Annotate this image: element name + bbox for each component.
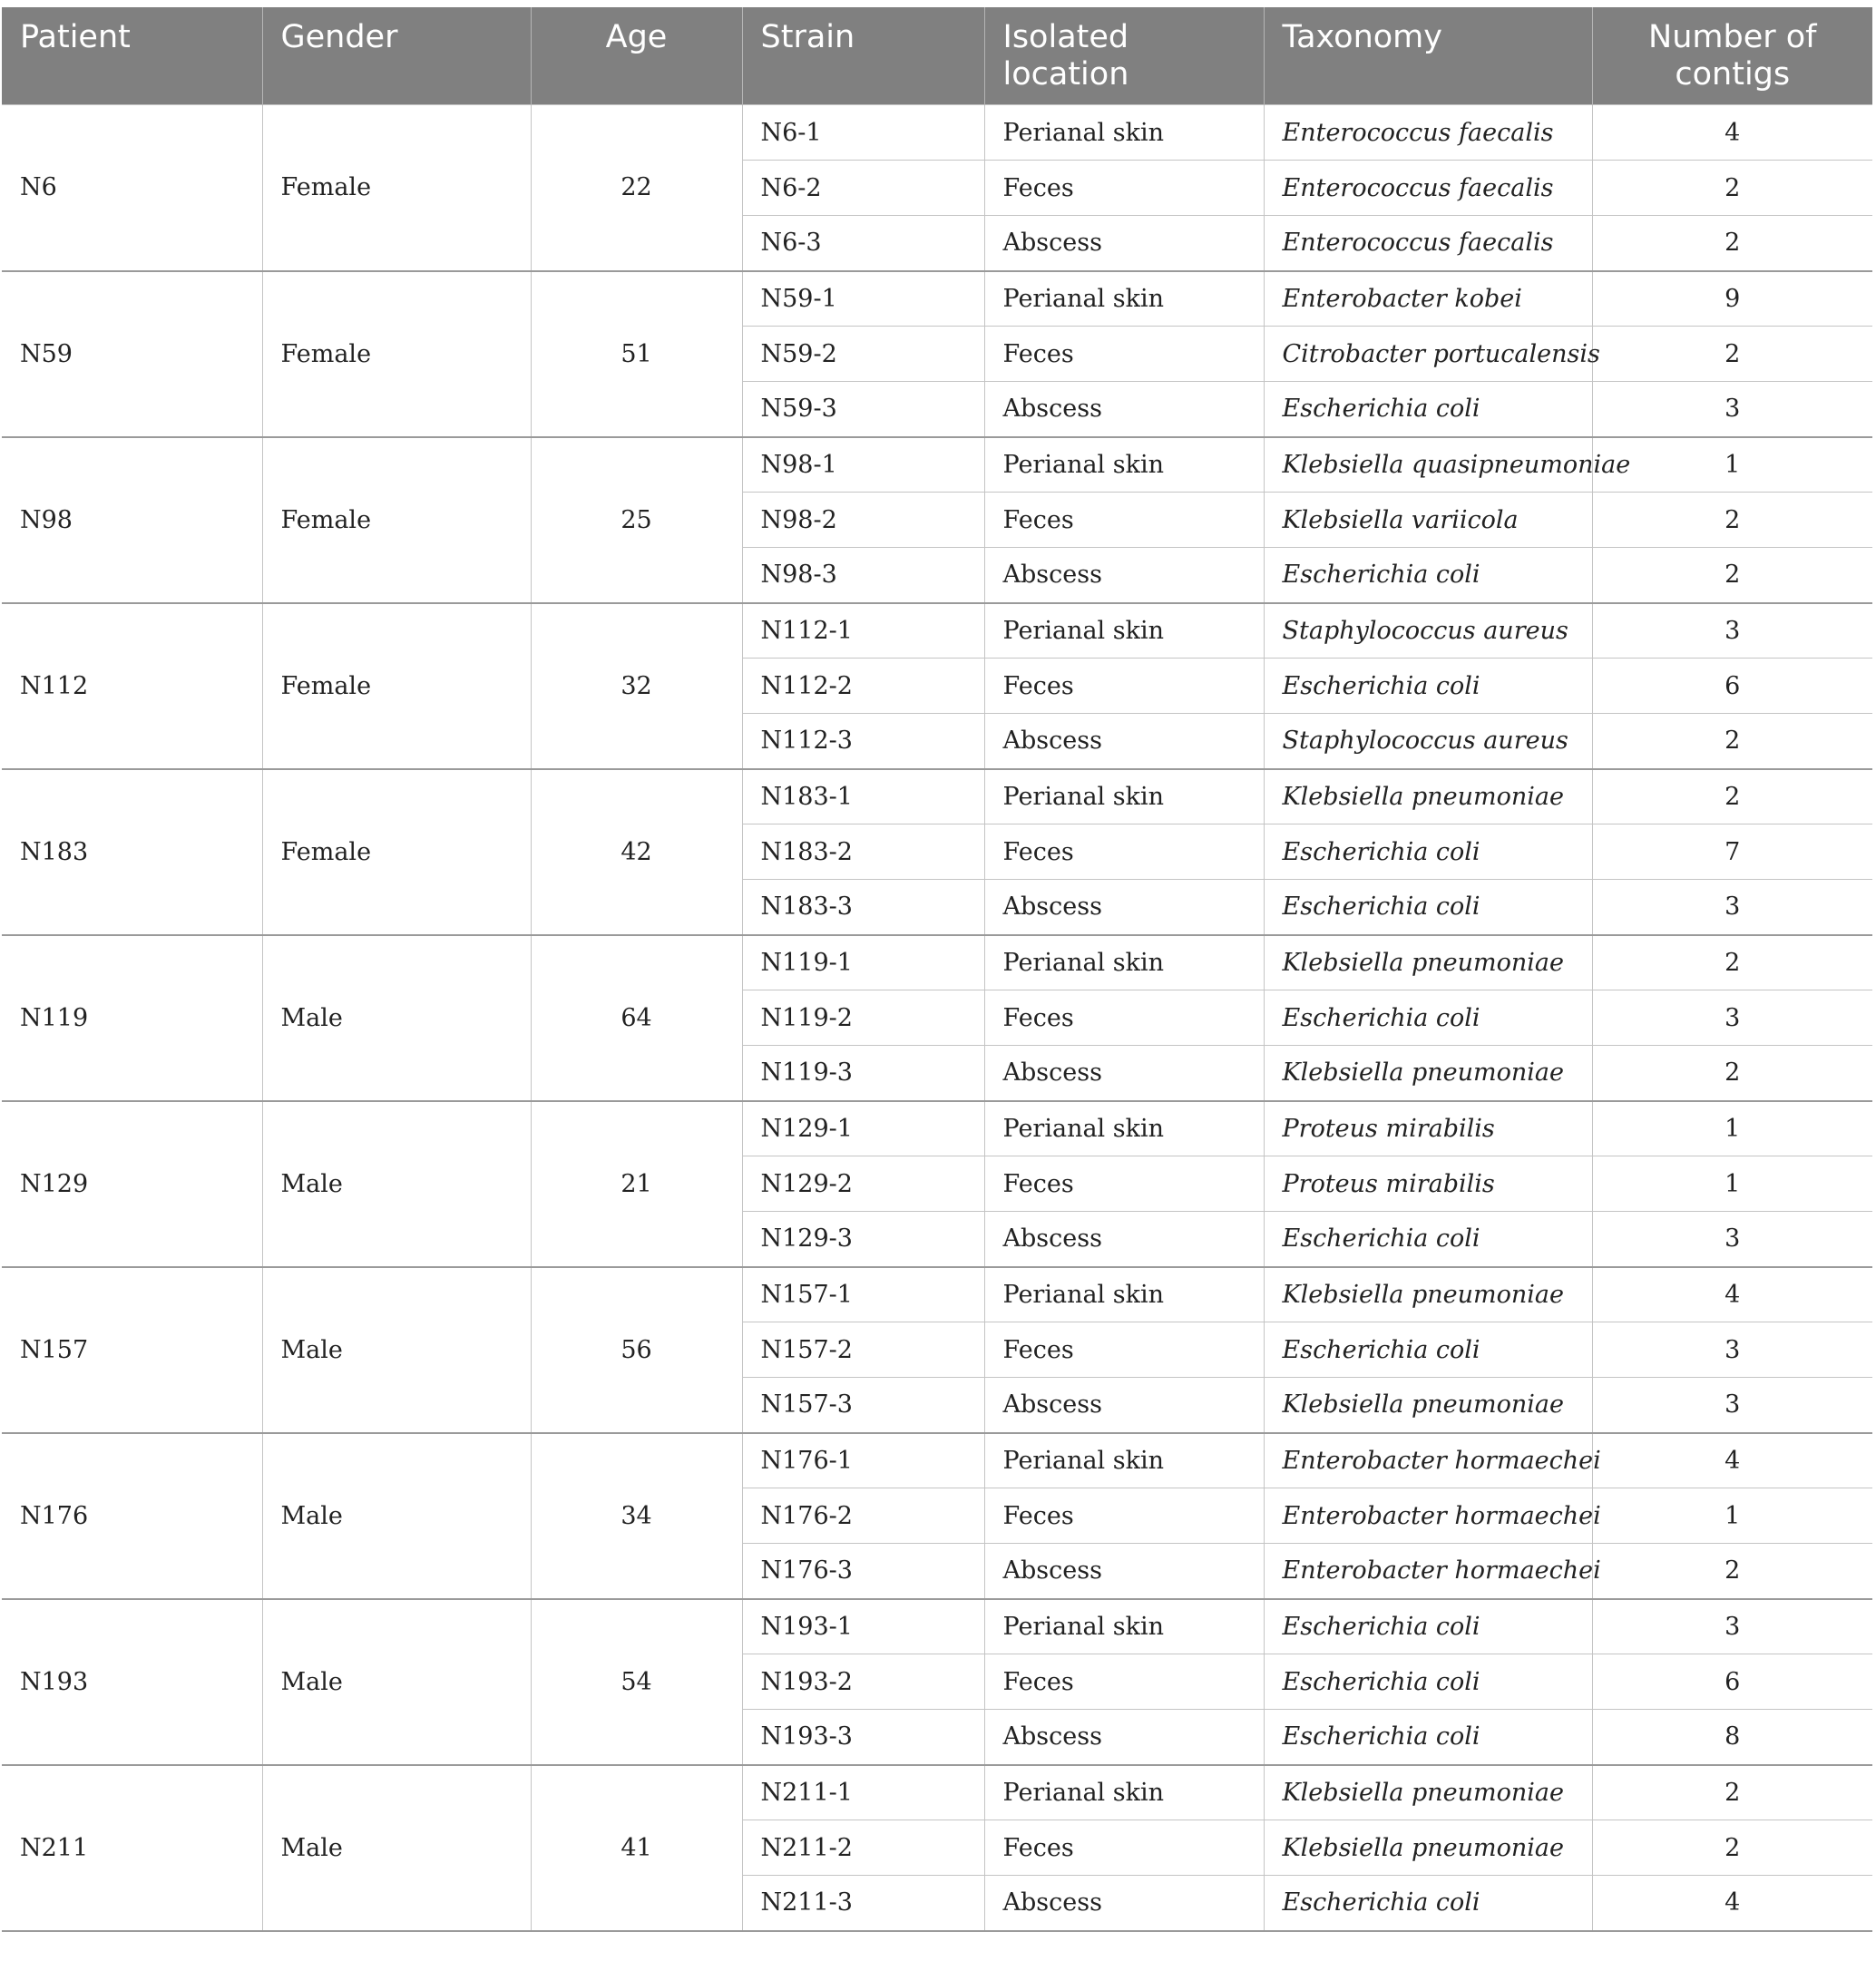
strain-cell: N193-3 [742, 1710, 984, 1765]
strain-cell: N59-3 [742, 382, 984, 437]
gender-cell: Male [262, 1267, 531, 1433]
patient-cell: N59 [2, 271, 262, 437]
strain-cell: N112-2 [742, 659, 984, 714]
contigs-cell: 3 [1592, 382, 1872, 437]
table-row [2, 1267, 1872, 1322]
table-row [2, 1101, 1872, 1156]
location-cell: Abscess [984, 382, 1264, 437]
patient-cell: N98 [2, 437, 262, 603]
contigs-cell: 4 [1592, 105, 1872, 161]
contigs-cell: 3 [1592, 1599, 1872, 1654]
strain-cell: N112-3 [742, 714, 984, 769]
age-cell: 51 [531, 271, 742, 437]
location-cell: Perianal skin [984, 1267, 1264, 1322]
location-cell: Perianal skin [984, 769, 1264, 824]
table-row [2, 105, 1872, 161]
patient-cell: N119 [2, 935, 262, 1101]
taxonomy-cell: Klebsiella pneumoniae [1264, 769, 1592, 824]
contigs-cell: 6 [1592, 659, 1872, 714]
strain-cell: N98-2 [742, 493, 984, 548]
strain-table [2, 7, 1872, 1932]
location-cell: Feces [984, 1488, 1264, 1544]
location-cell: Abscess [984, 1710, 1264, 1765]
contigs-cell: 2 [1592, 493, 1872, 548]
taxonomy-cell: Escherichia coli [1264, 1599, 1592, 1654]
contigs-cell: 4 [1592, 1433, 1872, 1488]
gender-cell: Male [262, 1765, 531, 1931]
taxonomy-cell: Escherichia coli [1264, 1212, 1592, 1267]
age-cell: 41 [531, 1765, 742, 1931]
header-number-of-contigs: Number of contigs [1592, 7, 1872, 105]
taxonomy-cell: Citrobacter portucalensis [1264, 327, 1592, 382]
strain-cell: N176-2 [742, 1488, 984, 1544]
contigs-cell: 4 [1592, 1876, 1872, 1931]
strain-cell: N6-2 [742, 161, 984, 216]
location-cell: Abscess [984, 1876, 1264, 1931]
header-isolated-location: Isolated location [984, 7, 1264, 105]
taxonomy-cell: Escherichia coli [1264, 824, 1592, 880]
taxonomy-cell: Staphylococcus aureus [1264, 714, 1592, 769]
table-row [2, 935, 1872, 990]
location-cell: Feces [984, 1654, 1264, 1710]
patient-cell: N6 [2, 105, 262, 271]
location-cell: Perianal skin [984, 1101, 1264, 1156]
taxonomy-cell: Klebsiella pneumoniae [1264, 935, 1592, 990]
strain-cell: N176-1 [742, 1433, 984, 1488]
location-cell: Feces [984, 327, 1264, 382]
taxonomy-cell: Staphylococcus aureus [1264, 603, 1592, 659]
gender-cell: Female [262, 271, 531, 437]
contigs-cell: 2 [1592, 1820, 1872, 1876]
strain-cell: N119-3 [742, 1046, 984, 1101]
table-row [2, 437, 1872, 493]
location-cell: Perianal skin [984, 437, 1264, 493]
gender-cell: Male [262, 1433, 531, 1599]
location-cell: Feces [984, 161, 1264, 216]
location-cell: Perianal skin [984, 1599, 1264, 1654]
strain-cell: N193-1 [742, 1599, 984, 1654]
taxonomy-cell: Enterobacter hormaechei [1264, 1433, 1592, 1488]
location-cell: Feces [984, 1322, 1264, 1378]
strain-cell: N211-2 [742, 1820, 984, 1876]
strain-cell: N211-3 [742, 1876, 984, 1931]
strain-cell: N59-1 [742, 271, 984, 327]
gender-cell: Female [262, 105, 531, 271]
taxonomy-cell: Enterococcus faecalis [1264, 216, 1592, 271]
header-strain: Strain [742, 7, 984, 105]
contigs-cell: 9 [1592, 271, 1872, 327]
taxonomy-cell: Enterobacter hormaechei [1264, 1544, 1592, 1599]
taxonomy-cell: Enterobacter hormaechei [1264, 1488, 1592, 1544]
location-cell: Abscess [984, 880, 1264, 935]
taxonomy-cell: Escherichia coli [1264, 990, 1592, 1046]
age-cell: 56 [531, 1267, 742, 1433]
gender-cell: Female [262, 437, 531, 603]
strain-cell: N176-3 [742, 1544, 984, 1599]
table-body [2, 105, 1872, 1931]
taxonomy-cell: Proteus mirabilis [1264, 1156, 1592, 1212]
strain-cell: N119-1 [742, 935, 984, 990]
contigs-cell: 3 [1592, 990, 1872, 1046]
age-cell: 54 [531, 1599, 742, 1765]
strain-cell: N6-3 [742, 216, 984, 271]
taxonomy-cell: Escherichia coli [1264, 1876, 1592, 1931]
patient-cell: N112 [2, 603, 262, 769]
location-cell: Feces [984, 1820, 1264, 1876]
age-cell: 64 [531, 935, 742, 1101]
strain-cell: N183-3 [742, 880, 984, 935]
location-cell: Perianal skin [984, 603, 1264, 659]
contigs-cell: 2 [1592, 769, 1872, 824]
contigs-cell: 7 [1592, 824, 1872, 880]
taxonomy-cell: Klebsiella pneumoniae [1264, 1267, 1592, 1322]
header-gender: Gender [262, 7, 531, 105]
taxonomy-cell: Escherichia coli [1264, 1654, 1592, 1710]
strain-cell: N59-2 [742, 327, 984, 382]
strain-cell: N183-1 [742, 769, 984, 824]
location-cell: Perianal skin [984, 105, 1264, 161]
gender-cell: Male [262, 935, 531, 1101]
location-cell: Perianal skin [984, 271, 1264, 327]
contigs-cell: 2 [1592, 1046, 1872, 1101]
strain-cell: N112-1 [742, 603, 984, 659]
header-row [2, 7, 1872, 105]
strain-cell: N119-2 [742, 990, 984, 1046]
header-patient: Patient [2, 7, 262, 105]
age-cell: 25 [531, 437, 742, 603]
taxonomy-cell: Escherichia coli [1264, 880, 1592, 935]
taxonomy-cell: Enterococcus faecalis [1264, 105, 1592, 161]
contigs-cell: 1 [1592, 1488, 1872, 1544]
strain-cell: N183-2 [742, 824, 984, 880]
patient-cell: N183 [2, 769, 262, 935]
location-cell: Feces [984, 493, 1264, 548]
contigs-cell: 1 [1592, 1101, 1872, 1156]
location-cell: Abscess [984, 1378, 1264, 1433]
strain-cell: N98-3 [742, 548, 984, 603]
taxonomy-cell: Enterobacter kobei [1264, 271, 1592, 327]
gender-cell: Male [262, 1101, 531, 1267]
location-cell: Perianal skin [984, 1433, 1264, 1488]
contigs-cell: 6 [1592, 1654, 1872, 1710]
age-cell: 32 [531, 603, 742, 769]
strain-cell: N157-3 [742, 1378, 984, 1433]
location-cell: Abscess [984, 1212, 1264, 1267]
taxonomy-cell: Escherichia coli [1264, 382, 1592, 437]
table-row [2, 603, 1872, 659]
contigs-cell: 3 [1592, 603, 1872, 659]
contigs-cell: 2 [1592, 548, 1872, 603]
taxonomy-cell: Klebsiella pneumoniae [1264, 1765, 1592, 1820]
contigs-cell: 2 [1592, 161, 1872, 216]
contigs-cell: 4 [1592, 1267, 1872, 1322]
location-cell: Perianal skin [984, 1765, 1264, 1820]
location-cell: Feces [984, 1156, 1264, 1212]
patient-cell: N157 [2, 1267, 262, 1433]
header-age: Age [531, 7, 742, 105]
patient-cell: N129 [2, 1101, 262, 1267]
age-cell: 34 [531, 1433, 742, 1599]
header-taxonomy: Taxonomy [1264, 7, 1592, 105]
contigs-cell: 3 [1592, 1378, 1872, 1433]
contigs-cell: 2 [1592, 1765, 1872, 1820]
contigs-cell: 8 [1592, 1710, 1872, 1765]
age-cell: 21 [531, 1101, 742, 1267]
contigs-cell: 2 [1592, 327, 1872, 382]
strain-cell: N193-2 [742, 1654, 984, 1710]
taxonomy-cell: Klebsiella pneumoniae [1264, 1378, 1592, 1433]
location-cell: Feces [984, 824, 1264, 880]
taxonomy-cell: Enterococcus faecalis [1264, 161, 1592, 216]
location-cell: Abscess [984, 1046, 1264, 1101]
patient-cell: N193 [2, 1599, 262, 1765]
age-cell: 22 [531, 105, 742, 271]
contigs-cell: 3 [1592, 880, 1872, 935]
location-cell: Perianal skin [984, 935, 1264, 990]
strain-cell: N157-1 [742, 1267, 984, 1322]
strain-cell: N98-1 [742, 437, 984, 493]
strain-cell: N129-2 [742, 1156, 984, 1212]
table-row [2, 769, 1872, 824]
taxonomy-cell: Escherichia coli [1264, 659, 1592, 714]
patient-cell: N176 [2, 1433, 262, 1599]
contigs-cell: 3 [1592, 1212, 1872, 1267]
table-row [2, 271, 1872, 327]
contigs-cell: 1 [1592, 1156, 1872, 1212]
taxonomy-cell: Escherichia coli [1264, 1322, 1592, 1378]
location-cell: Abscess [984, 714, 1264, 769]
strain-cell: N211-1 [742, 1765, 984, 1820]
taxonomy-cell: Escherichia coli [1264, 1710, 1592, 1765]
taxonomy-cell: Klebsiella quasipneumoniae [1264, 437, 1592, 493]
strain-cell: N6-1 [742, 105, 984, 161]
contigs-cell: 2 [1592, 216, 1872, 271]
table-row [2, 1433, 1872, 1488]
taxonomy-cell: Klebsiella variicola [1264, 493, 1592, 548]
location-cell: Abscess [984, 548, 1264, 603]
patient-cell: N211 [2, 1765, 262, 1931]
contigs-cell: 1 [1592, 437, 1872, 493]
strain-cell: N157-2 [742, 1322, 984, 1378]
table-header [2, 7, 1872, 105]
gender-cell: Female [262, 769, 531, 935]
taxonomy-cell: Klebsiella pneumoniae [1264, 1046, 1592, 1101]
table-row [2, 1599, 1872, 1654]
contigs-cell: 3 [1592, 1322, 1872, 1378]
strain-cell: N129-1 [742, 1101, 984, 1156]
gender-cell: Female [262, 603, 531, 769]
taxonomy-cell: Proteus mirabilis [1264, 1101, 1592, 1156]
contigs-cell: 2 [1592, 714, 1872, 769]
location-cell: Abscess [984, 216, 1264, 271]
strain-cell: N129-3 [742, 1212, 984, 1267]
contigs-cell: 2 [1592, 1544, 1872, 1599]
contigs-cell: 2 [1592, 935, 1872, 990]
location-cell: Feces [984, 659, 1264, 714]
location-cell: Feces [984, 990, 1264, 1046]
taxonomy-cell: Klebsiella pneumoniae [1264, 1820, 1592, 1876]
table-row [2, 1765, 1872, 1820]
taxonomy-cell: Escherichia coli [1264, 548, 1592, 603]
location-cell: Abscess [984, 1544, 1264, 1599]
gender-cell: Male [262, 1599, 531, 1765]
age-cell: 42 [531, 769, 742, 935]
